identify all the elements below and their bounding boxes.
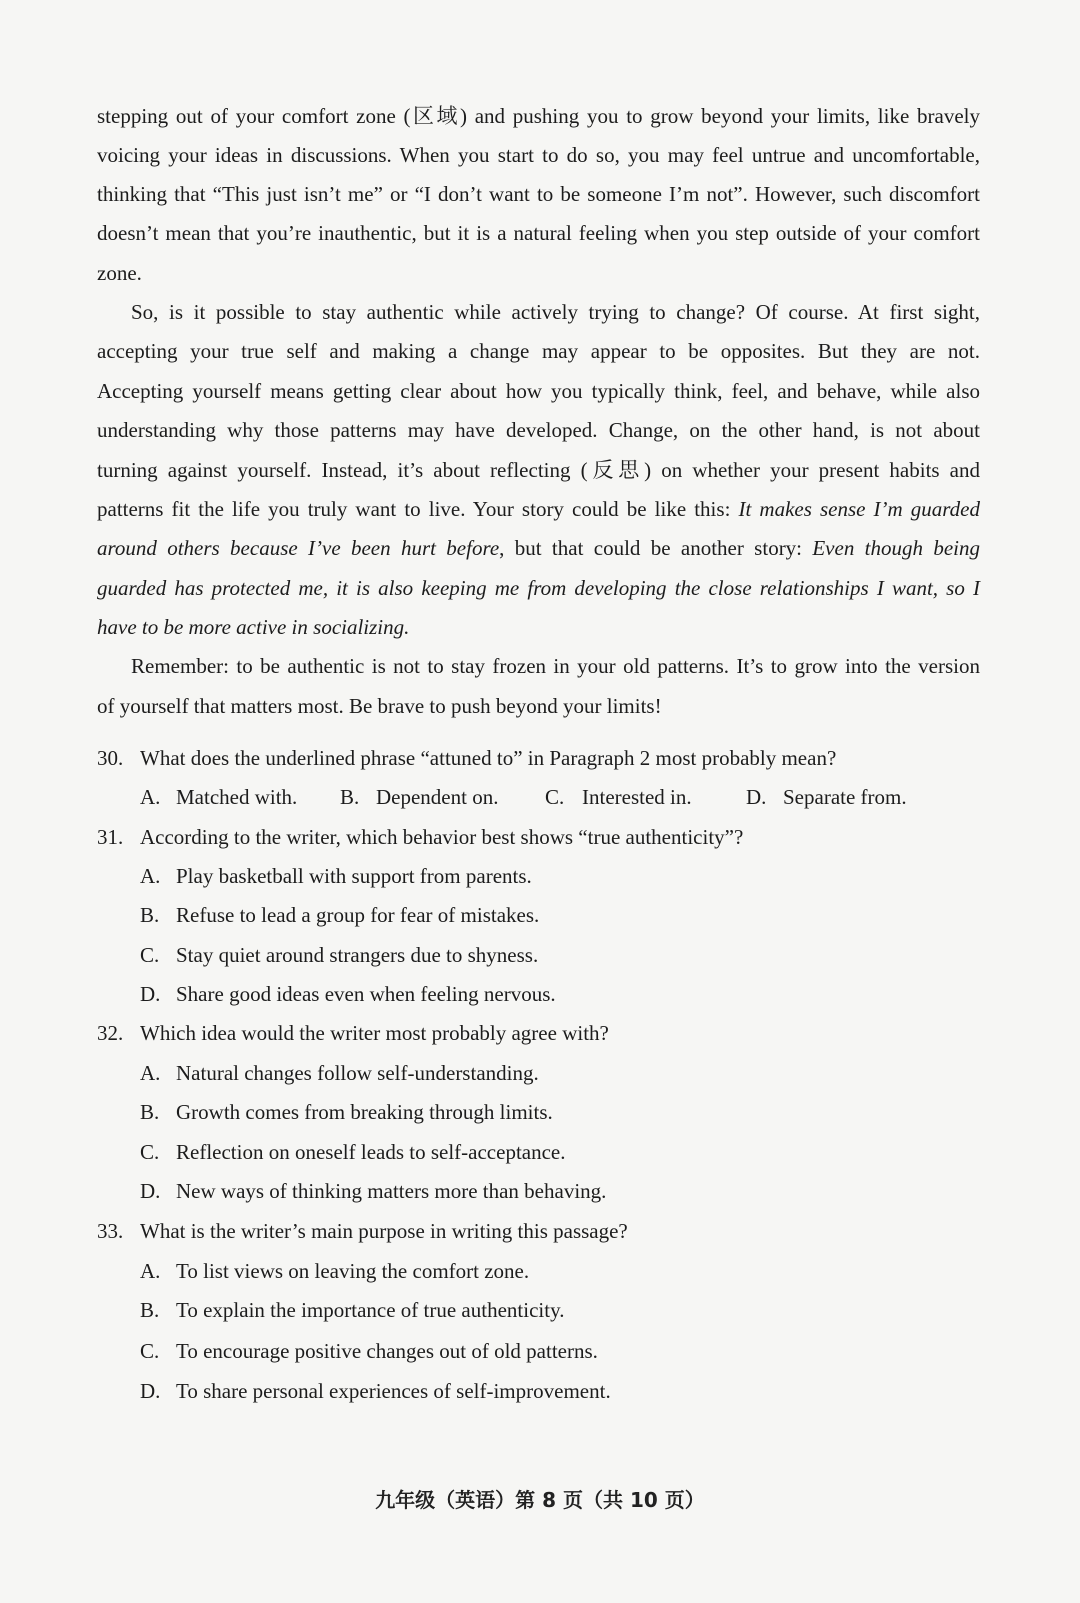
option-letter: A.: [140, 1259, 161, 1283]
option-letter: D.: [140, 982, 161, 1006]
option-text: Refuse to lead a group for fear of mistakes.: [176, 903, 540, 927]
passage-line: [97, 489, 980, 529]
option-text: To encourage positive changes out of old patterns.: [176, 1339, 598, 1363]
question-number: 31.: [97, 825, 124, 849]
passage-text: patterns fit the life you truly want to live. Your story could be like this:: [97, 497, 739, 521]
question-number: 32.: [97, 1021, 124, 1045]
passage-line: stepping out of your comfort zone (区域) and pushing you to grow beyond your limits, like bravely: [97, 104, 980, 128]
passage-line: [97, 568, 980, 608]
passage-italic-text: around others because I’ve been hurt before: [97, 536, 500, 560]
option-text: New ways of thinking matters more than behaving.: [176, 1179, 607, 1203]
question-stem: What is the writer’s main purpose in writing this passage?: [140, 1219, 628, 1243]
option-text: Interested in.: [582, 785, 692, 809]
passage-line: of yourself that matters most. Be brave to push beyond your limits!: [97, 694, 662, 718]
question-stem: According to the writer, which behavior best shows “true authenticity”?: [140, 825, 744, 849]
option-text: Natural changes follow self-understanding.: [176, 1061, 539, 1085]
option-letter: B.: [140, 903, 160, 927]
passage-italic-text: Even though being: [812, 536, 980, 560]
passage-line: understanding why those patterns may have developed. Change, on the other hand, is not about: [97, 418, 980, 442]
passage-italic-text: It makes sense I’m guarded: [738, 497, 980, 521]
passage-line: [97, 528, 980, 568]
option-text: Separate from.: [783, 785, 907, 809]
passage-line: accepting your true self and making a change may appear to be opposites. But they are not.: [97, 339, 980, 363]
option-letter: D.: [746, 785, 767, 809]
passage-line: Remember: to be authentic is not to stay frozen in your old patterns. It’s to grow into the version: [131, 654, 980, 678]
option-letter: C.: [545, 785, 565, 809]
option-letter: D.: [140, 1179, 161, 1203]
option-letter: C.: [140, 943, 160, 967]
passage-line: zone.: [97, 261, 142, 285]
question-number: 30.: [97, 746, 124, 770]
option-letter: C.: [140, 1140, 160, 1164]
option-letter: A.: [140, 785, 161, 809]
passage-line: thinking that “This just isn’t me” or “I don’t want to be someone I’m not”. However, such discomfort: [97, 182, 980, 206]
passage-italic-text: guarded has protected me, it is also keeping me from developing the close relationships I want, so I: [97, 576, 980, 600]
option-text: Play basketball with support from parents.: [176, 864, 532, 888]
passage-line: turning against yourself. Instead, it’s about reflecting (反思) on whether your present habits and: [97, 458, 980, 482]
question-stem: What does the underlined phrase “attuned to” in Paragraph 2 most probably mean?: [140, 746, 837, 770]
option-text: Matched with.: [176, 785, 298, 809]
question-stem: Which idea would the writer most probably agree with?: [140, 1021, 609, 1045]
option-letter: C.: [140, 1339, 160, 1363]
passage-line: [97, 607, 980, 647]
passage-line: doesn’t mean that you’re inauthentic, but it is a natural feeling when you step outside of your comfort: [97, 221, 980, 245]
passage-italic-text: have to be more active in socializing.: [97, 615, 410, 639]
option-text: Dependent on.: [376, 785, 499, 809]
option-text: To share personal experiences of self-improvement.: [176, 1379, 611, 1403]
passage-text: , but that could be another story:: [499, 536, 813, 560]
option-text: To list views on leaving the comfort zone.: [176, 1259, 530, 1283]
option-letter: D.: [140, 1379, 161, 1403]
option-letter: A.: [140, 1061, 161, 1085]
option-letter: B.: [140, 1298, 160, 1322]
passage-line: Accepting yourself means getting clear about how you typically think, feel, and behave, while also: [97, 379, 980, 403]
option-letter: B.: [340, 785, 360, 809]
option-text: Reflection on oneself leads to self-acceptance.: [176, 1140, 566, 1164]
option-letter: A.: [140, 864, 161, 888]
option-letter: B.: [140, 1100, 160, 1124]
question-number: 33.: [97, 1219, 124, 1243]
option-text: Stay quiet around strangers due to shyness.: [176, 943, 539, 967]
passage-line: So, is it possible to stay authentic while actively trying to change? Of course. At first sight,: [131, 300, 980, 324]
page-footer: 九年级（英语）第 8 页（共 10 页）: [375, 1488, 705, 1512]
passage-line: voicing your ideas in discussions. When you start to do so, you may feel untrue and uncomfortable,: [97, 143, 980, 167]
option-text: To explain the importance of true authenticity.: [176, 1298, 565, 1322]
option-text: Share good ideas even when feeling nervous.: [176, 982, 556, 1006]
option-text: Growth comes from breaking through limits.: [176, 1100, 553, 1124]
